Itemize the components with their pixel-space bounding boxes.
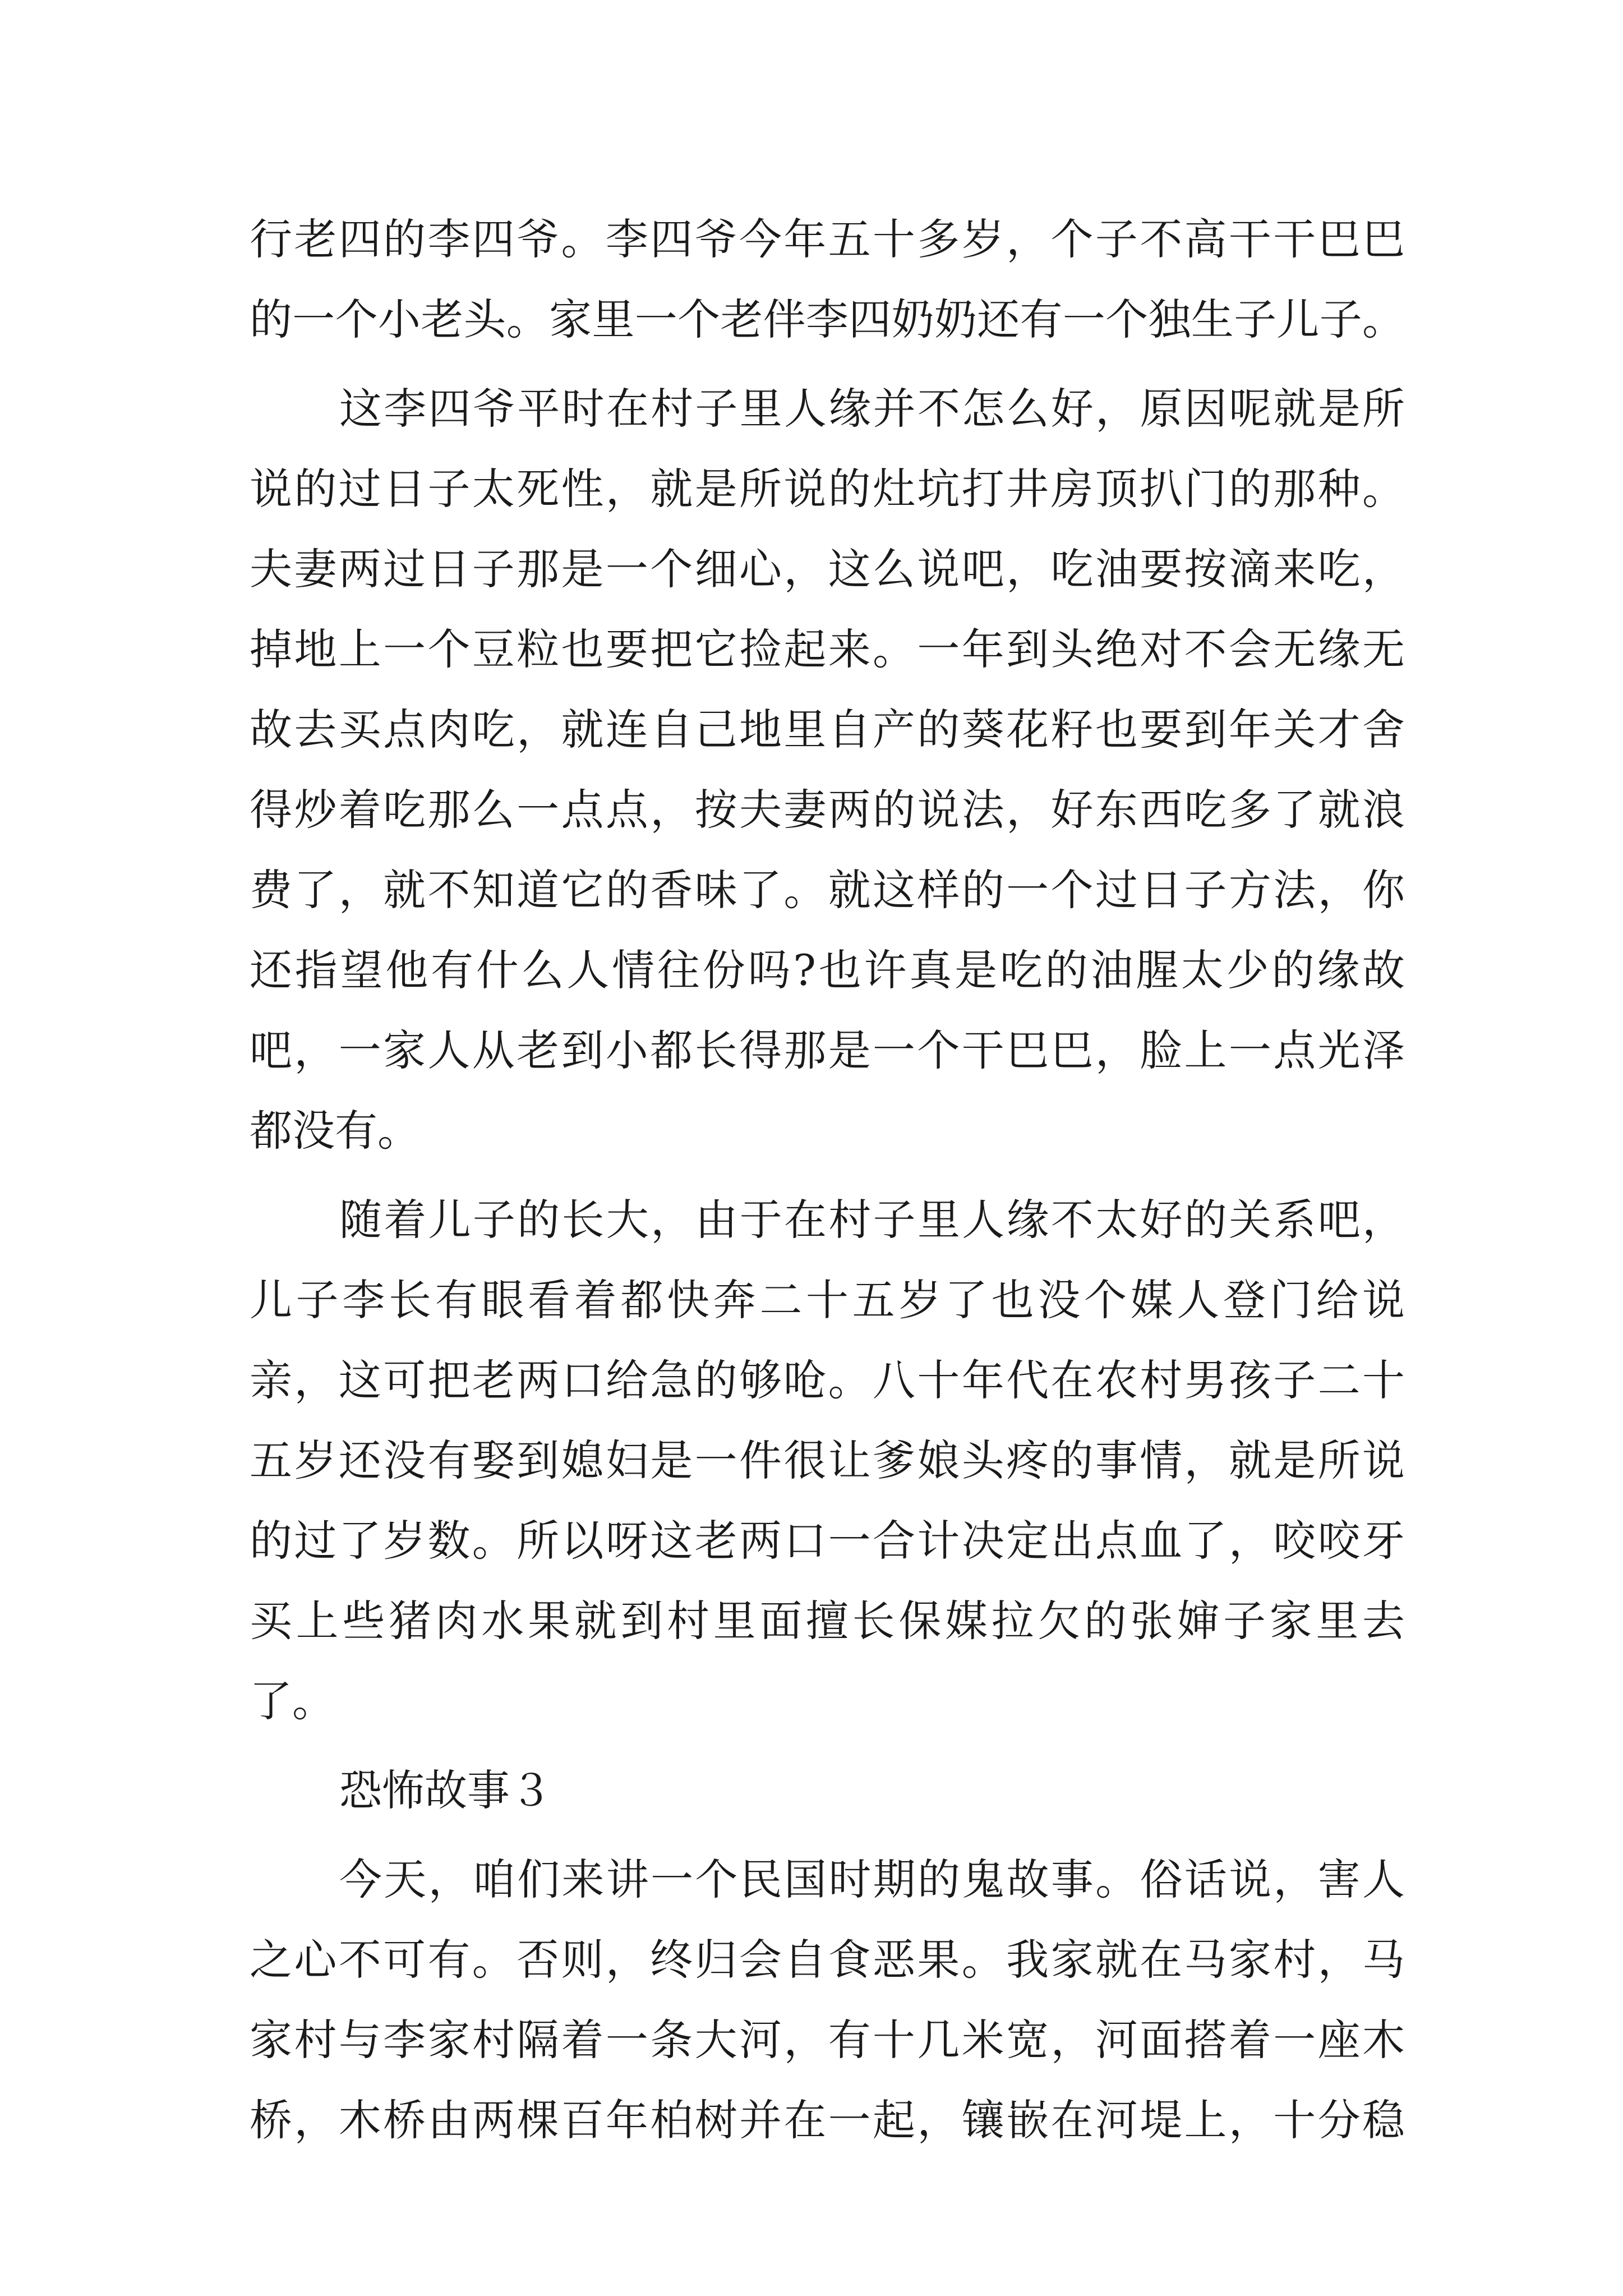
text-line: 费了，就不知道它的香味了。就这样的一个过日子方法，你 bbox=[250, 865, 1405, 915]
text-line: 说的过日子太死性，就是所说的灶坑打井房顶扒门的那种。 bbox=[250, 464, 1405, 514]
text-line: 买上些猪肉水果就到村里面擅长保媒拉欠的张婶子家里去 bbox=[250, 1596, 1405, 1646]
text-line: 吧，一家人从老到小都长得那是一个干巴巴，脸上一点光泽 bbox=[250, 1025, 1405, 1075]
text-line: 之心不可有。否则，终归会自食恶果。我家就在马家村，马 bbox=[250, 1935, 1405, 1985]
text-line: 的过了岁数。所以呀这老两口一合计决定出点血了，咬咬牙 bbox=[250, 1516, 1405, 1566]
text-line: 行老四的李四爷。李四爷今年五十多岁，个子不高干干巴巴 bbox=[250, 214, 1405, 264]
text-line: 桥，木桥由两棵百年柏树并在一起，镶嵌在河堤上，十分稳 bbox=[250, 2095, 1405, 2145]
section-heading: 恐怖故事３ bbox=[339, 1765, 552, 1815]
text-line: 得炒着吃那么一点点，按夫妻两的说法，好东西吃多了就浪 bbox=[250, 785, 1405, 835]
text-line: 亲，这可把老两口给急的够呛。八十年代在农村男孩子二十 bbox=[250, 1355, 1405, 1405]
text-line: 的一个小老头。家里一个老伴李四奶奶还有一个独生子儿子。 bbox=[250, 295, 1405, 344]
text-line: 还指望他有什么人情往份吗?也许真是吃的油腥太少的缘故 bbox=[250, 945, 1405, 995]
text-line: 夫妻两过日子那是一个细心，这么说吧，吃油要按滴来吃， bbox=[250, 544, 1405, 594]
text-line: 故去买点肉吃，就连自己地里自产的葵花籽也要到年关才舍 bbox=[250, 705, 1405, 754]
paragraph-first-line: 这李四爷平时在村子里人缘并不怎么好，原因呢就是所 bbox=[339, 384, 1405, 434]
text-line: 五岁还没有娶到媳妇是一件很让爹娘头疼的事情，就是所说 bbox=[250, 1435, 1405, 1485]
text-line: 都没有。 bbox=[250, 1106, 420, 1156]
paragraph-first-line: 今天，咱们来讲一个民国时期的鬼故事。俗话说，害人 bbox=[339, 1855, 1405, 1904]
body-text bbox=[250, 199, 1405, 2160]
text-line: 儿子李长有眼看着都快奔二十五岁了也没个媒人登门给说 bbox=[250, 1275, 1405, 1325]
text-line: 家村与李家村隔着一条大河，有十几米宽，河面搭着一座木 bbox=[250, 2015, 1405, 2065]
text-line: 掉地上一个豆粒也要把它捡起来。一年到头绝对不会无缘无 bbox=[250, 624, 1405, 674]
text-line: 了。 bbox=[250, 1676, 335, 1726]
paragraph-first-line: 随着儿子的长大，由于在村子里人缘不太好的关系吧， bbox=[339, 1195, 1405, 1245]
